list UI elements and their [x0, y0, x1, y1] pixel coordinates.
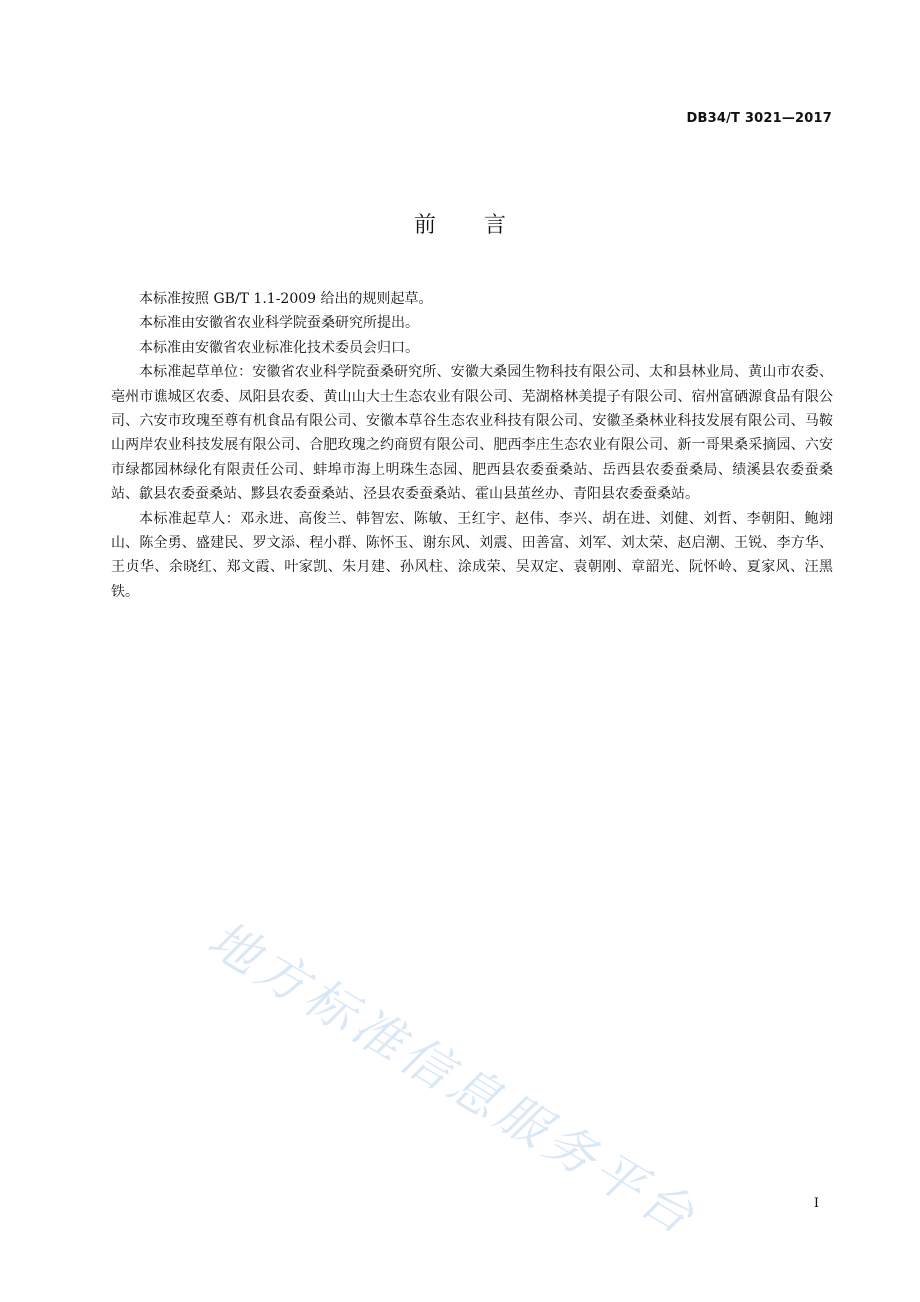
page-title-char-1: 前	[413, 213, 436, 238]
page-number: I	[813, 1196, 819, 1211]
document-code: DB34/T 3021—2017	[686, 111, 832, 126]
watermark: 地方标准信息服务平台	[198, 909, 708, 1248]
paragraph-proposer: 本标准由安徽省农业科学院蚕桑研究所提出。	[139, 315, 419, 332]
paragraph-drafters: 本标准起草人：邓永进、高俊兰、韩智宏、陈敏、王红宇、赵伟、李兴、胡在进、刘健、刘哲、李朝阳、鲍翊山、陈全勇、盛建民、罗文添、程小群、陈怀玉、谢东风、刘震、田善富、刘军、刘太荣、赵启潮、王锐、李方华、王贞华、余晓红、郑文霞、叶家凯、朱月建、孙风柱、涂成荣、吴双定、袁朝刚、章韶光、阮怀岭、夏家风、汪黑铁。	[111, 510, 833, 600]
paragraph-drafting-units: 本标准起草单位：安徽省农业科学院蚕桑研究所、安徽大桑园生物科技有限公司、太和县林业局、黄山市农委、亳州市谯城区农委、凤阳县农委、黄山山大士生态农业有限公司、芜湖格林美提子有限公司、宿州富硒源食品有限公司、六安市玫瑰至尊有机食品有限公司、安徽本草谷生态农业科技有限公司、安徽圣桑林业科技发展有限公司、马鞍山两岸农业科技发展有限公司、合肥玫瑰之约商贸有限公司、肥西李庄生态农业有限公司、新一哥果桑采摘园、六安市绿都园林绿化有限责任公司、蚌埠市海上明珠生态园、肥西县农委蚕桑站、岳西县农委蚕桑局、绩溪县农委蚕桑站、歙县农委蚕桑站、黟县农委蚕桑站、泾县农委蚕桑站、霍山县茧丝办、青阳县农委蚕桑站。	[111, 364, 833, 503]
foreword-body	[111, 287, 833, 604]
paragraph-administrator: 本标准由安徽省农业标准化技术委员会归口。	[139, 339, 419, 356]
page-title	[0, 208, 920, 239]
paragraph-drafting-rules: 本标准按照 GB/T 1.1-2009 给出的规则起草。	[139, 291, 433, 307]
page-title-char-2: 言	[484, 213, 507, 238]
